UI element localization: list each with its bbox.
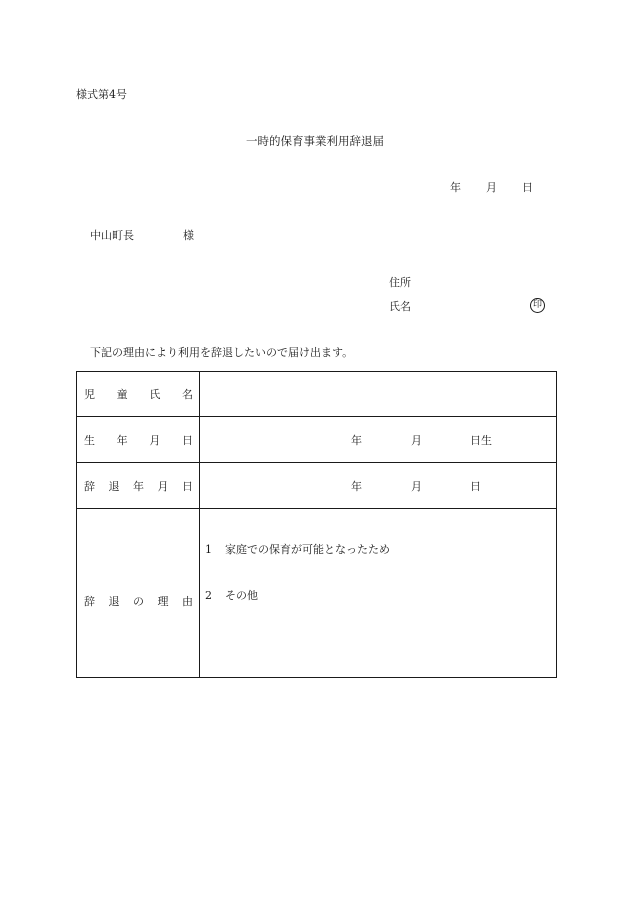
label-char: 理 <box>157 595 169 608</box>
form-number: 様式第4号 <box>76 88 127 101</box>
withdrawal-day-unit: 日 <box>470 479 481 493</box>
label-char: 辞 <box>84 479 95 493</box>
label-char: 日 <box>182 479 193 493</box>
document-title: 一時的保育事業利用辞退届 <box>246 134 384 148</box>
reason-option-1[interactable] <box>205 544 556 555</box>
label-char: 年 <box>116 433 128 447</box>
row-birth-date <box>77 417 557 463</box>
reason-option-number: 2 <box>205 588 212 602</box>
withdrawal-form-table <box>76 371 557 678</box>
withdrawal-month-unit: 月 <box>411 479 422 493</box>
name-label: 氏名 <box>389 300 411 313</box>
header-date-year: 年 <box>450 181 461 194</box>
label-char: 月 <box>149 433 161 447</box>
address-label: 住所 <box>389 276 411 289</box>
reason-field[interactable] <box>200 509 557 678</box>
child-name-field[interactable] <box>200 372 557 417</box>
label-char: の <box>133 595 144 608</box>
addressee-honorific: 様 <box>183 229 194 242</box>
label-char: 日 <box>181 433 193 447</box>
label-char: 月 <box>157 479 169 493</box>
label-char: 辞 <box>84 595 95 608</box>
addressee-name: 中山町長 <box>90 229 134 242</box>
reason-option-2[interactable] <box>205 590 556 601</box>
withdrawal-year-unit: 年 <box>351 479 362 493</box>
withdrawal-date-field[interactable] <box>200 463 557 509</box>
header-date-month: 月 <box>486 181 497 194</box>
row-withdrawal-date <box>77 463 557 509</box>
seal-text: 印 <box>532 300 542 310</box>
row-reason <box>77 509 557 678</box>
label-char: 退 <box>108 595 120 608</box>
header-date-day: 日 <box>522 181 533 194</box>
label-char: 名 <box>181 388 193 401</box>
seal-icon <box>530 298 545 313</box>
birth-month-unit: 月 <box>411 433 422 447</box>
child-name-label <box>77 372 200 417</box>
birth-date-label <box>77 417 200 463</box>
row-child-name <box>77 372 557 417</box>
withdrawal-date-label <box>77 463 200 509</box>
reason-label <box>77 509 200 678</box>
label-char: 年 <box>133 479 144 493</box>
label-char: 童 <box>116 388 128 401</box>
label-char: 生 <box>84 433 95 447</box>
label-char: 氏 <box>149 388 161 401</box>
reason-option-text: その他 <box>225 588 258 602</box>
label-char: 由 <box>182 595 193 608</box>
birth-year-unit: 年 <box>351 433 362 447</box>
label-char: 退 <box>108 479 120 493</box>
birth-date-field[interactable] <box>200 417 557 463</box>
label-char: 児 <box>84 388 95 401</box>
statement-text: 下記の理由により利用を辞退したいので届け出ます。 <box>90 346 354 359</box>
reason-option-text: 家庭での保育が可能となったため <box>225 542 390 556</box>
birth-day-unit: 日生 <box>470 433 492 447</box>
reason-option-number: 1 <box>205 542 212 556</box>
